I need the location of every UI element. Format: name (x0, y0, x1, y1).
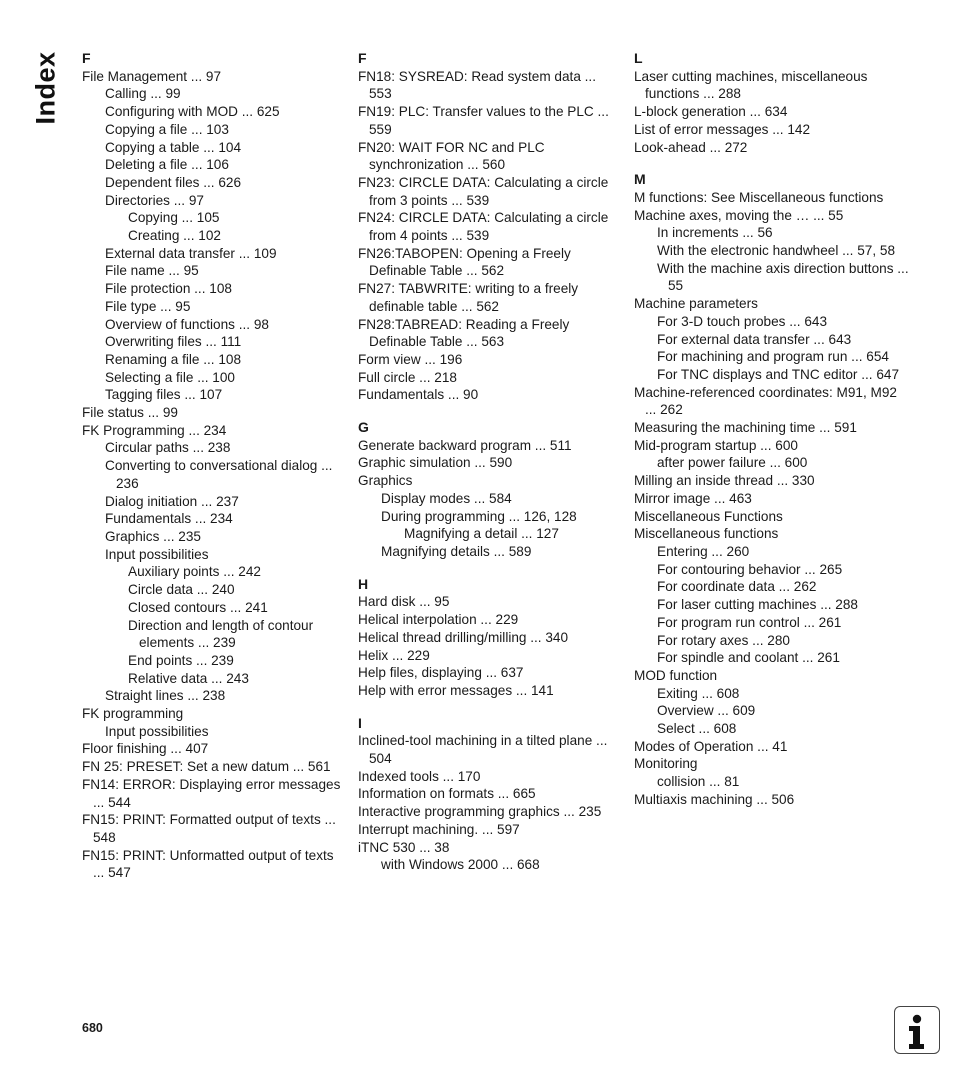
index-entry: Interactive programming graphics ... 235 (358, 804, 602, 820)
index-entry: For program run control ... 261 (657, 614, 842, 630)
index-entry: after power failure ... 600 (657, 455, 808, 471)
index-entry: For 3-D touch probes ... 643 (657, 313, 828, 329)
index-entry: Magnifying a detail ... 127 (404, 526, 559, 542)
index-entry: Mirror image ... 463 (634, 490, 752, 506)
index-entry: Dialog initiation ... 237 (105, 493, 239, 509)
index-entry: Graphic simulation ... 590 (358, 455, 513, 471)
info-icon (894, 1006, 940, 1054)
index-entry: FN28:TABREAD: Reading a Freely Definable Table ... 563 (358, 316, 570, 350)
index-entry: Mid-program startup ... 600 (634, 437, 798, 453)
index-sidebar-title (28, 48, 64, 128)
index-entry: FN15: PRINT: Unformatted output of texts ... 547 (82, 847, 334, 881)
index-entry: Machine parameters (634, 296, 758, 312)
index-entry: Display modes ... 584 (381, 490, 512, 506)
index-entry: In increments ... 56 (657, 225, 773, 241)
index-entry: FK programming (82, 706, 184, 722)
index-column-1 (82, 50, 342, 882)
index-entry: Deleting a file ... 106 (105, 157, 229, 173)
index-entry: Interrupt machining. ... 597 (358, 821, 520, 837)
index-entry: Magnifying details ... 589 (381, 543, 532, 559)
index-entry: For laser cutting machines ... 288 (657, 597, 858, 613)
index-entry: Generate backward program ... 511 (358, 437, 572, 453)
index-entry: Help with error messages ... 141 (358, 682, 554, 698)
index-entry: Dependent files ... 626 (105, 174, 242, 190)
index-entry: FN18: SYSREAD: Read system data ... 553 (358, 68, 596, 102)
index-entry: Miscellaneous Functions (634, 508, 783, 524)
index-entry: Form view ... 196 (358, 351, 463, 367)
index-entry: For external data transfer ... 643 (657, 331, 852, 347)
index-letter-heading: I (358, 714, 362, 731)
index-entry: Calling ... 99 (105, 86, 181, 102)
index-entry: For TNC displays and TNC editor ... 647 (657, 366, 900, 382)
index-entry: Input possibilities (105, 546, 209, 562)
index-column-3 (634, 50, 909, 809)
index-entry: Selecting a file ... 100 (105, 369, 235, 385)
index-entry: Milling an inside thread ... 330 (634, 473, 815, 489)
index-entry: L-block generation ... 634 (634, 104, 788, 120)
index-entry: with Windows 2000 ... 668 (381, 857, 540, 873)
index-entry: Copying a file ... 103 (105, 121, 229, 137)
index-entry: External data transfer ... 109 (105, 245, 277, 261)
index-entry: Copying a table ... 104 (105, 139, 242, 155)
index-entry: Laser cutting machines, miscellaneous functions ... 288 (634, 68, 868, 102)
index-letter-heading: H (358, 575, 369, 592)
index-letter-heading: F (358, 50, 367, 66)
index-entry: Helix ... 229 (358, 647, 430, 663)
index-entry: Machine axes, moving the … ... 55 (634, 207, 844, 223)
index-entry: Miscellaneous functions (634, 526, 779, 542)
index-entry: For rotary axes ... 280 (657, 632, 790, 648)
index-entry: For coordinate data ... 262 (657, 579, 817, 595)
page-number: 680 (82, 1021, 103, 1035)
index-entry: For contouring behavior ... 265 (657, 561, 843, 577)
index-entry: Creating ... 102 (128, 228, 221, 244)
index-entry: Floor finishing ... 407 (82, 741, 209, 757)
index-entry: Help files, displaying ... 637 (358, 665, 524, 681)
index-entry: During programming ... 126, 128 (381, 508, 577, 524)
index-entry: M functions: See Miscellaneous functions (634, 189, 884, 205)
index-entry: FN 25: PRESET: Set a new datum ... 561 (82, 759, 331, 775)
index-entry: With the electronic handwheel ... 57, 58 (657, 243, 896, 259)
index-entry: Machine-referenced coordinates: M91, M92 ... 262 (634, 384, 897, 418)
index-entry: Graphics (358, 473, 413, 489)
index-entry: FN19: PLC: Transfer values to the PLC ... 559 (358, 104, 609, 137)
index-entry: Configuring with MOD ... 625 (105, 104, 280, 120)
index-entry: iTNC 530 ... 38 (358, 839, 450, 855)
index-letter-heading: G (358, 419, 369, 436)
index-entry: For machining and program run ... 654 (657, 349, 889, 365)
index-entry: Inclined-tool machining in a tilted plane ... 504 (358, 733, 608, 767)
index-entry: Graphics ... 235 (105, 528, 201, 544)
index-entry: FN23: CIRCLE DATA: Calculating a circle from 3 points ... 539 (358, 174, 609, 208)
index-entry: Select ... 608 (657, 721, 737, 737)
index-entry: File name ... 95 (105, 263, 199, 279)
index-entry: Renaming a file ... 108 (105, 351, 242, 367)
index-entry: Monitoring (634, 756, 698, 772)
index-entry: Auxiliary points ... 242 (128, 564, 261, 580)
index-entry: Measuring the machining time ... 591 (634, 420, 857, 436)
index-entry: Overview of functions ... 98 (105, 316, 269, 332)
index-entry: File type ... 95 (105, 298, 191, 314)
index-entry: Information on formats ... 665 (358, 786, 536, 802)
index-entry: Tagging files ... 107 (105, 387, 223, 403)
index-title-text: Index (30, 51, 61, 125)
index-entry: File Management ... 97 (82, 68, 222, 84)
index-entry: Closed contours ... 241 (128, 599, 268, 615)
index-entry: Fundamentals ... 234 (105, 511, 233, 527)
index-letter-heading: M (634, 171, 646, 188)
index-entry: FN15: PRINT: Formatted output of texts ... 548 (82, 812, 336, 845)
index-entry: FN20: WAIT FOR NC and PLC synchronization ... 560 (358, 139, 545, 173)
index-entry: FK Programming ... 234 (82, 422, 227, 438)
index-entry: Overview ... 609 (657, 703, 756, 719)
index-entry: Direction and length of contour elements ... 239 (128, 617, 314, 651)
index-entry: FN14: ERROR: Displaying error messages ... 544 (82, 776, 341, 810)
index-entry: Look-ahead ... 272 (634, 139, 748, 155)
index-entry: Modes of Operation ... 41 (634, 738, 788, 754)
index-entry: Entering ... 260 (657, 543, 750, 559)
index-letter-heading: L (634, 50, 643, 66)
index-entry: Helical thread drilling/milling ... 340 (358, 629, 569, 645)
index-entry: FN24: CIRCLE DATA: Calculating a circle from 4 points ... 539 (358, 210, 609, 244)
index-entry: With the machine axis direction buttons ... 55 (657, 260, 909, 294)
index-entry: Indexed tools ... 170 (358, 768, 481, 784)
index-entry: Exiting ... 608 (657, 685, 740, 701)
index-entry: Hard disk ... 95 (358, 594, 450, 610)
index-entry: Converting to conversational dialog ... 236 (105, 458, 333, 491)
index-entry: Directories ... 97 (105, 192, 204, 208)
index-entry: FN26:TABOPEN: Opening a Freely Definable Table ... 562 (358, 245, 571, 279)
index-entry: Relative data ... 243 (128, 670, 249, 686)
index-entry: Straight lines ... 238 (105, 688, 226, 704)
index-column-2 (358, 50, 618, 874)
index-entry: End points ... 239 (128, 652, 234, 668)
index-entry: Copying ... 105 (128, 210, 220, 226)
index-entry: File protection ... 108 (105, 281, 232, 297)
index-entry: Helical interpolation ... 229 (358, 612, 519, 628)
index-entry: collision ... 81 (657, 774, 740, 790)
index-entry: FN27: TABWRITE: writing to a freely definable table ... 562 (358, 281, 579, 314)
index-entry: File status ... 99 (82, 405, 178, 421)
index-entry: Full circle ... 218 (358, 369, 457, 385)
index-entry: Circle data ... 240 (128, 582, 235, 598)
index-entry: For spindle and coolant ... 261 (657, 650, 840, 666)
index-entry: List of error messages ... 142 (634, 121, 811, 137)
index-entry: Input possibilities (105, 723, 209, 739)
index-entry: MOD function (634, 667, 718, 683)
index-entry: Multiaxis machining ... 506 (634, 791, 795, 807)
index-entry: Circular paths ... 238 (105, 440, 231, 456)
index-letter-heading: F (82, 50, 91, 66)
index-entry: Overwriting files ... 111 (105, 334, 242, 350)
index-entry: Fundamentals ... 90 (358, 387, 479, 403)
